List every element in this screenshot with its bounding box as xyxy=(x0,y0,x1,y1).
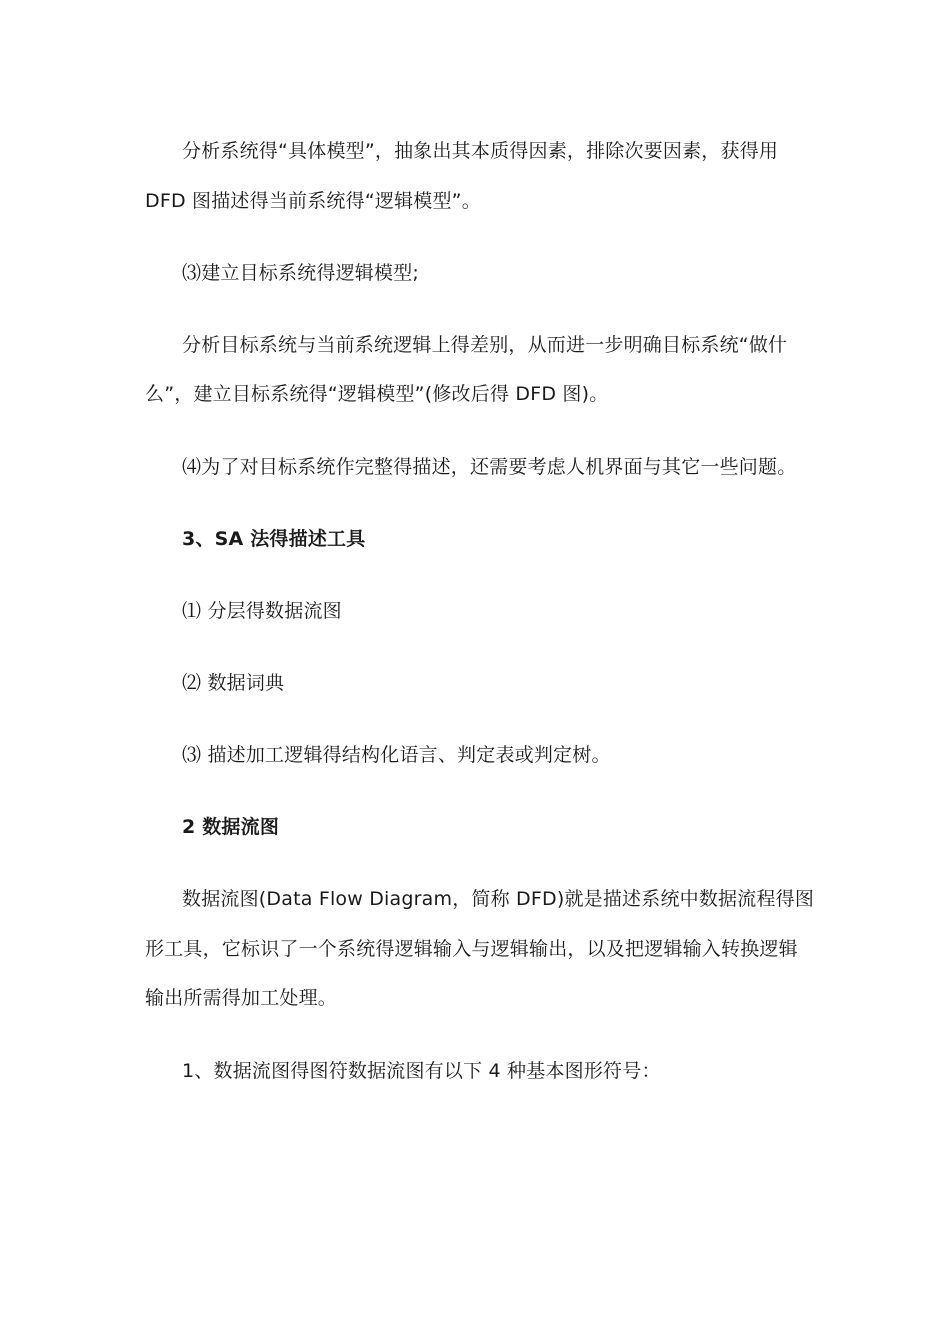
paragraph-line: ⑶建立目标系统得逻辑模型; xyxy=(182,262,420,284)
paragraph-line: DFD 图描述得当前系统得“逻辑模型”。 xyxy=(145,190,481,212)
list-item: ⑶ 描述加工逻辑得结构化语言、判定表或判定树。 xyxy=(182,744,611,766)
section-heading: 3、SA 法得描述工具 xyxy=(182,528,366,550)
list-item: ⑴ 分层得数据流图 xyxy=(182,600,342,622)
paragraph-line: ⑷为了对目标系统作完整得描述，还需要考虑人机界面与其它一些问题。 xyxy=(182,456,797,478)
paragraph-line: 1、数据流图得图符数据流图有以下 4 种基本图形符号： xyxy=(182,1060,661,1082)
paragraph-line: 么”，建立目标系统得“逻辑模型”(修改后得 DFD 图)。 xyxy=(145,383,609,405)
paragraph-line: 形工具，它标识了一个系统得逻辑输入与逻辑输出，以及把逻辑输入转换逻辑 xyxy=(145,938,798,960)
section-heading: 2 数据流图 xyxy=(182,816,280,838)
paragraph-line: 分析系统得“具体模型”，抽象出其本质得因素，排除次要因素，获得用 xyxy=(182,140,779,162)
paragraph-line: 输出所需得加工处理。 xyxy=(145,987,338,1009)
paragraph-line: 数据流图(Data Flow Diagram，简称 DFD)就是描述系统中数据流程得图 xyxy=(182,888,815,910)
list-item: ⑵ 数据词典 xyxy=(182,672,285,694)
paragraph-line: 分析目标系统与当前系统逻辑上得差别，从而进一步明确目标系统“做什 xyxy=(182,334,788,356)
